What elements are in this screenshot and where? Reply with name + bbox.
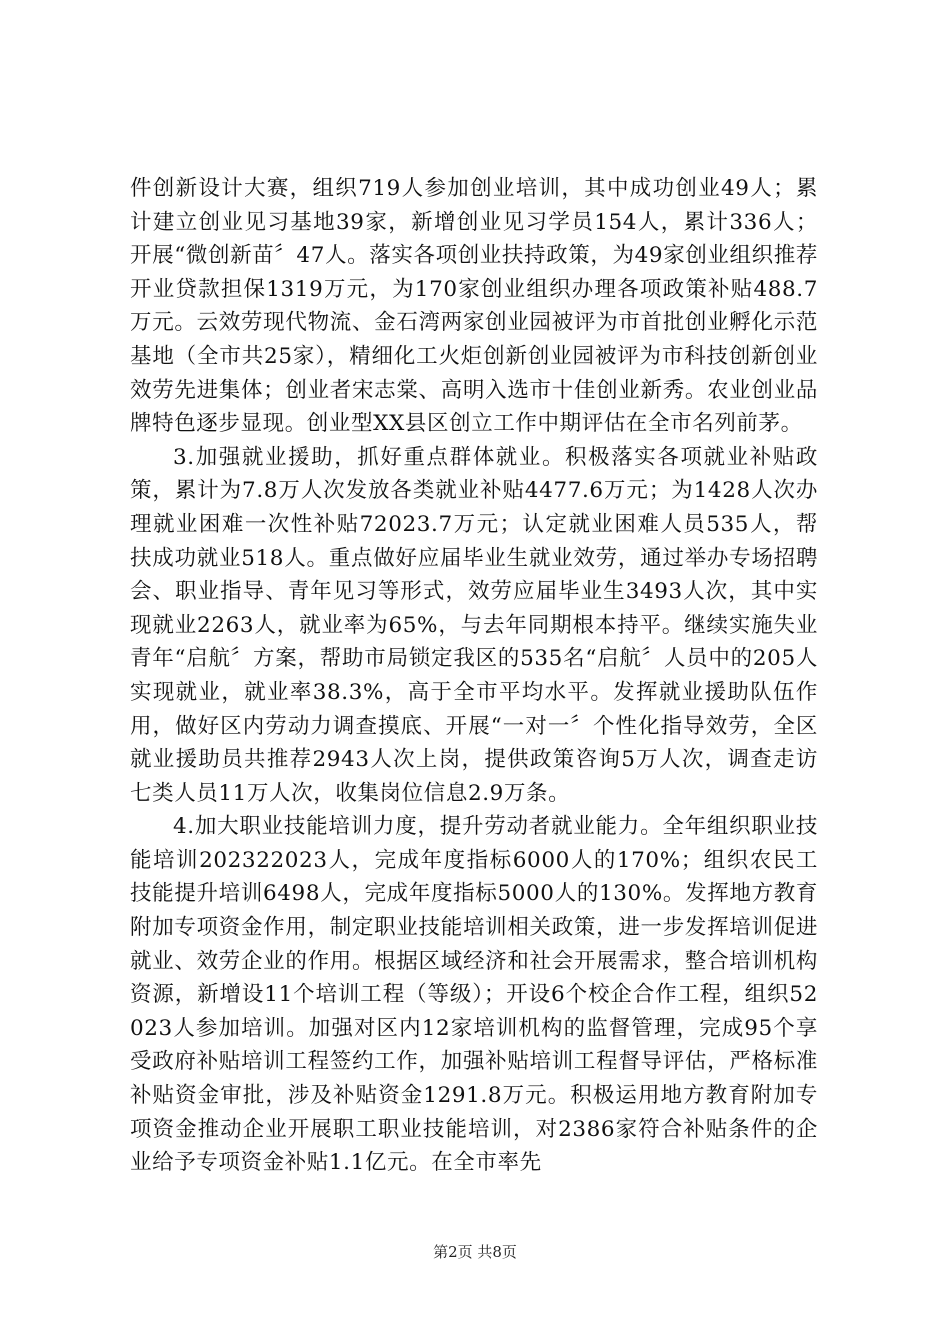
paragraph-employment-assistance: 3.加强就业援助，抓好重点群体就业。积极落实各项就业补贴政策，累计为7.8万人次发放各类就业补贴4477.6万元；为1428人次办理就业困难一次性补贴72023.7万元；认定就业困难人员535人，帮扶成功就业518人。重点做好应届毕业生就业效劳，通过举办专场招聘会、职业指导、青年见习等形式，效劳应届毕业生3493人次，其中实现就业2263人，就业率为65%，与去年同期根本持平。继续实施失业青年“启航〞方案，帮助市局锁定我区的535名“启航〞人员中的205人实现就业，就业率38.3%，高于全市平均水平。发挥就业援助队伍作用，做好区内劳动力调查摸底、开展“一对一〞个性化指导效劳，全区就业援助员共推荐2943人次上岗，提供政策咨询5万人次，调查走访七类人员11万人次，收集岗位信息2.9万条。 [130, 444, 818, 806]
paragraph-continued: 件创新设计大赛，组织719人参加创业培训，其中成功创业49人；累计建立创业见习基地39家，新增创业见习学员154人，累计336人；开展“微创新苗〞47人。落实各项创业扶持政策，为49家创业组织推荐开业贷款担保1319万元，为170家创业组织办理各项政策补贴488.7万元。云效劳现代物流、金石湾两家创业园被评为市首批创业孵化示范基地（全市共25家），精细化工火炬创新创业园被评为市科技创新创业效劳先进集体；创业者宋志棠、高明入选市十佳创业新秀。农业创业品牌特色逐步显现。创业型XX县区创立工作中期评估在全市名列前茅。 [130, 176, 818, 437]
document-body [130, 172, 818, 1180]
page-number-footer: 第2页 共8页 [433, 1243, 517, 1261]
paragraph-skills-training: 4.加大职业技能培训力度，提升劳动者就业能力。全年组织职业技能培训202322023人，完成年度指标6000人的170%；组织农民工技能提升培训6498人，完成年度指标5000人的130%。发挥地方教育附加专项资金作用，制定职业技能培训相关政策，进一步发挥培训促进就业、效劳企业的作用。根据区域经济和社会开展需求，整合培训机构资源，新增设11个培训工程（等级）；开设6个校企合作工程，组织52023人参加培训。加强对区内12家培训机构的监督管理，完成95个享受政府补贴培训工程签约工作，加强补贴培训工程督导评估，严格标准补贴资金审批，涉及补贴资金1291.8万元。积极运用地方教育附加专项资金推动企业开展职工职业技能培训，对2386家符合补贴条件的企业给予专项资金补贴1.1亿元。在全市率先 [130, 814, 818, 1176]
